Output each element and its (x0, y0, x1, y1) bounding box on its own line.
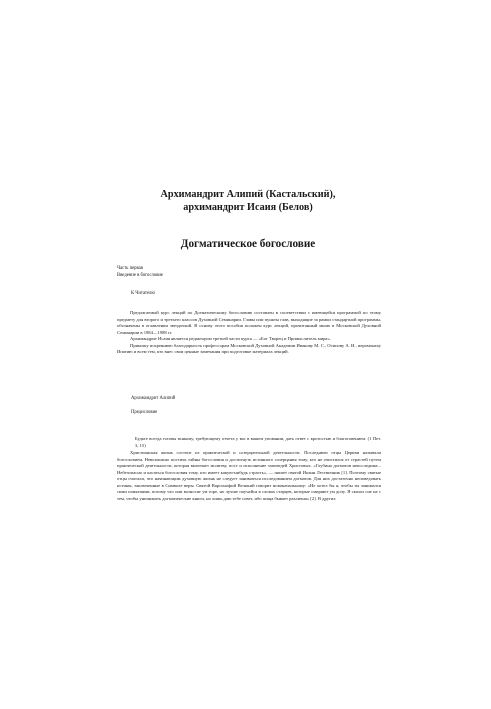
part-number: Часть первая (117, 266, 143, 271)
epigraph-text: Будьте всегда готовы всякому, требующему отчета у вас в вашем уповании, дать ответ с кротостью и благоговением. (1 Пет. 3, 15) (135, 436, 381, 448)
signature: Архимандрит Алипий (131, 396, 176, 401)
paragraph: Христианская жизнь состоит из практической и созерцательной деятельности. Последнюю отцы Церкви называли богословием. Невозможно постичь тайны богословия и достигнуть истинного созерцания тому, кто не очистился от страстей путем практической деятельности, которая включает молитву, пост и исполнение заповедей Христовых. «Глубина догматов неисследима... Небезопасно и касаться богословия тому, кто имеет какую-нибудь страсть», — пишет святой Иоанн Лествичник [1]. Поэтому святые отцы считали, что начинающим духовную жизнь не следует заниматься исследованием догматов. Для них достаточно неповедовать истины, заключенные в Символе веры. Святой Варсонофий Великий говорит новоначальному: «Не хотел бы я, чтобы ты занимался сими понятиями, потому что они возносят ум горе, но лучше поучайся в словах старцев, которые смиряют ум долу. Я сказал сие не с тем, чтобы уничижить догматические книги, но лишь даю тебе совет, ибо пища бывает различна» [2]. В других (117, 450, 381, 501)
part-subtitle: Введение в богословие (117, 272, 164, 278)
to-reader-heading: К Читателю (131, 291, 155, 296)
preface-heading: Предисловие (131, 410, 158, 415)
author-block (118, 188, 378, 214)
paragraph: Архимандрит Исаия является редактором третьей части курса — «Бог Творец и Промыслитель мира». (130, 336, 331, 341)
author-line-1: Архимандрит Алипий (Кастальский), (160, 189, 336, 200)
part-heading (117, 266, 163, 279)
paragraph: Приношу искреннюю благодарность профессорам Московской Духовной Академии Иванову М. С., Осипову А. И., иеромонаху Ипатию и всем тем, кто внес свои ценные замечания при подготовке материала лекций. (117, 342, 381, 354)
epigraph (135, 436, 381, 449)
to-reader-section (117, 310, 381, 356)
document-title: Догматическое богословие (180, 238, 316, 250)
preface-section (117, 450, 381, 502)
paragraph: Предлагаемый курс лекций по Догматическому богословию составлен в соответствии с имеющейся программой по этому предмету для второго и третьего классов Духовной Семинарии. Главы или пункты глав, выходящие за рамки стандартной программы, обозначены в оглавлении звездочкой. В основу этого пособия положен курс лекций, прочитанный мною в Московской Духовной Семинарии в 1984—1988 гг. (117, 310, 381, 335)
author-line-2: архимандрит Исаия (Белов) (183, 202, 313, 213)
